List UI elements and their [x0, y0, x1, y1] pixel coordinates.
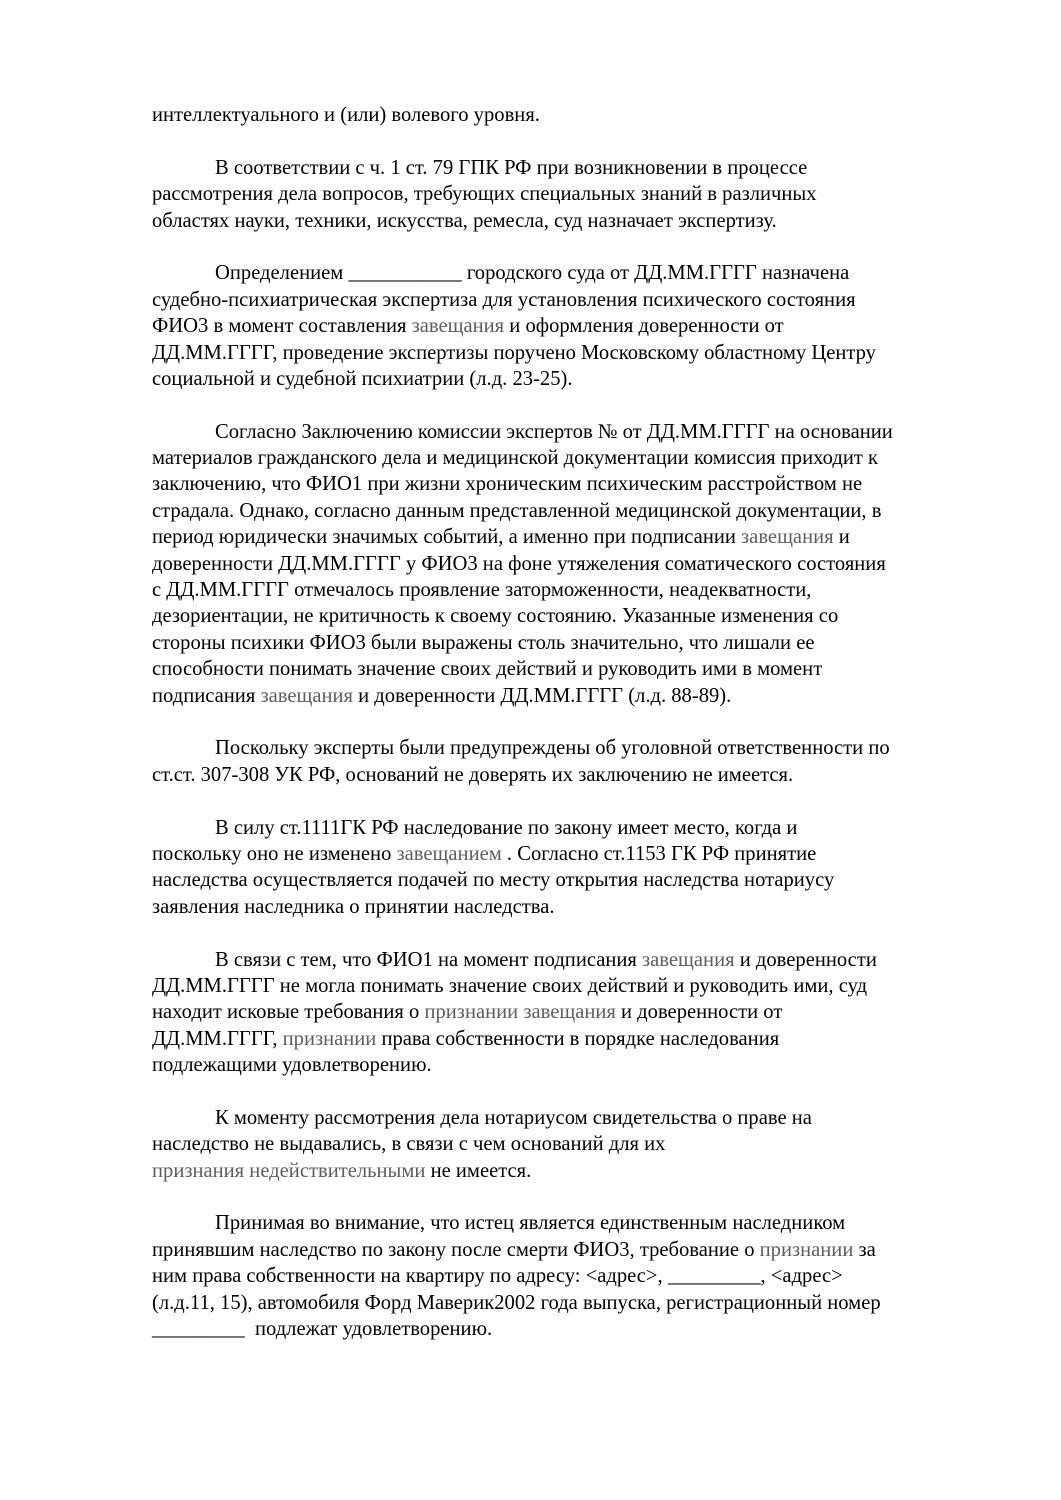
paragraph: [152, 155, 1012, 234]
text-span: и доверенности: [734, 948, 877, 971]
text-span: . Согласно ст.1153 ГК РФ принятие: [501, 842, 817, 865]
text-line: дезориентации, не критичность к своему состоянию. Указанные изменения со: [152, 605, 839, 628]
highlighted-term: признании: [282, 1027, 377, 1050]
text-span: находит исковые требования о: [152, 1001, 425, 1024]
text-line: интеллектуального и (или) волевого уровня.: [152, 104, 540, 126]
text-span: В связи с тем, что ФИО1 на момент подписания: [215, 948, 643, 971]
text-line: заключению, что ФИО1 при жизни хроническим психическим расстройством не: [152, 473, 863, 496]
text-line: [152, 313, 1012, 339]
text-line: ним права собственности на квартиру по адресу: <адрес>, _________, <адрес>: [152, 1265, 843, 1288]
text-line: заявления наследника о принятии наследства.: [152, 895, 555, 918]
text-line: доверенности ДД.ММ.ГГГГ у ФИО3 на фоне утяжеления соматического состояния: [152, 552, 886, 575]
text-line: областях науки, техники, искусства, ремесла, суд назначает экспертизу.: [152, 209, 777, 232]
text-line: [152, 1237, 1012, 1263]
text-span: ФИО3 в момент составления: [152, 315, 412, 338]
text-span: права собственности в порядке наследования: [376, 1027, 780, 1050]
text-line: материалов гражданского дела и медицинской документации комиссия приходит к: [152, 447, 878, 470]
paragraph: [152, 735, 1012, 788]
text-line: Поскольку эксперты были предупреждены об уголовной ответственности по: [215, 737, 890, 760]
text-line: К моменту рассмотрения дела нотариусом свидетельства о праве на: [215, 1106, 812, 1129]
text-line: В силу ст.1111ГК РФ наследование по закону имеет место, когда и: [215, 816, 798, 839]
highlighted-term: завещания: [642, 948, 735, 971]
text-line: ст.ст. 307-308 УК РФ, оснований не доверять их заключению не имеется.: [152, 763, 794, 786]
text-line: страдала. Однако, согласно данным представленной медицинской документации, в: [152, 499, 882, 522]
text-line: рассмотрения дела вопросов, требующих специальных знаний в различных: [152, 183, 817, 206]
highlighted-term: признании: [759, 1238, 854, 1261]
text-span: период юридически значимых событий, а именно при подписании: [152, 526, 742, 549]
text-span: и доверенности ДД.ММ.ГГГГ (л.д. 88-89).: [352, 684, 732, 707]
text-line: социальной и судебной психиатрии (л.д. 23-25).: [152, 367, 573, 390]
text-line: наследства осуществляется подачей по месту открытия наследства нотариусу: [152, 869, 835, 892]
paragraph: [152, 947, 1012, 1079]
text-line: стороны психики ФИО3 были выражены столь значительно, что лишали ее: [152, 631, 815, 654]
text-span: и: [833, 526, 850, 549]
paragraph: [152, 260, 1012, 392]
text-span: за: [853, 1238, 876, 1261]
text-line: подлежащими удовлетворению.: [152, 1054, 432, 1077]
text-line: судебно-психиатрическая экспертиза для установления психического состояния: [152, 288, 856, 311]
highlighted-term: признании завещания: [424, 1001, 616, 1024]
text-span: ДД.ММ.ГГГГ,: [152, 1027, 283, 1050]
text-span: подписания: [152, 684, 261, 707]
text-line: с ДД.ММ.ГГГГ отмечалось проявление заторможенности, неадекватности,: [152, 579, 812, 602]
text-line: [152, 999, 1012, 1025]
text-line: Согласно Заключению комиссии экспертов № от ДД.ММ.ГГГГ на основании: [215, 420, 893, 443]
highlighted-term: завещания: [260, 684, 353, 707]
text-line: ДД.ММ.ГГГГ, проведение экспертизы поручено Московскому областному Центру: [152, 341, 876, 364]
text-line: [152, 1026, 1012, 1052]
text-span: принявшим наследство по закону после смерти ФИО3, требование о: [152, 1238, 760, 1261]
paragraph: [152, 1105, 1012, 1184]
text-span: и доверенности от: [615, 1001, 783, 1024]
text-line: Принимая во внимание, что истец является единственным наследником: [215, 1212, 846, 1235]
text-line: Определением ___________ городского суда от ДД.ММ.ГГГГ назначена: [215, 262, 850, 285]
highlighted-term: завещанием: [396, 842, 502, 865]
paragraph: [152, 1210, 1012, 1342]
text-line: ДД.ММ.ГГГГ не могла понимать значение своих действий и руководить ими, суд: [152, 974, 868, 997]
paragraph: [152, 419, 1012, 709]
text-span: не имеется.: [425, 1159, 532, 1182]
text-span: и оформления доверенности от: [504, 315, 784, 338]
highlighted-term: признания недействительными: [152, 1159, 426, 1182]
text-line: [152, 947, 1012, 973]
text-line: В соответствии с ч. 1 ст. 79 ГПК РФ при возникновении в процессе: [215, 156, 808, 179]
paragraph: [152, 102, 1012, 128]
text-span: поскольку оно не изменено: [152, 842, 397, 865]
text-line: [152, 841, 1012, 867]
highlighted-term: завещания: [741, 526, 834, 549]
text-line: наследство не выдавались, в связи с чем оснований для их: [152, 1133, 666, 1156]
text-line: [152, 524, 1012, 550]
highlighted-term: завещания: [411, 315, 505, 338]
text-line: [152, 1158, 1012, 1184]
text-line: (л.д.11, 15), автомобиля Форд Маверик2002 года выпуска, регистрационный номер: [152, 1291, 881, 1314]
text-line: _________ подлежат удовлетворению.: [152, 1317, 493, 1340]
text-line: способности понимать значение своих действий и руководить ими в момент: [152, 658, 823, 681]
text-line: [152, 683, 1012, 709]
paragraph: [152, 815, 1012, 921]
document-body: [152, 102, 1012, 1342]
